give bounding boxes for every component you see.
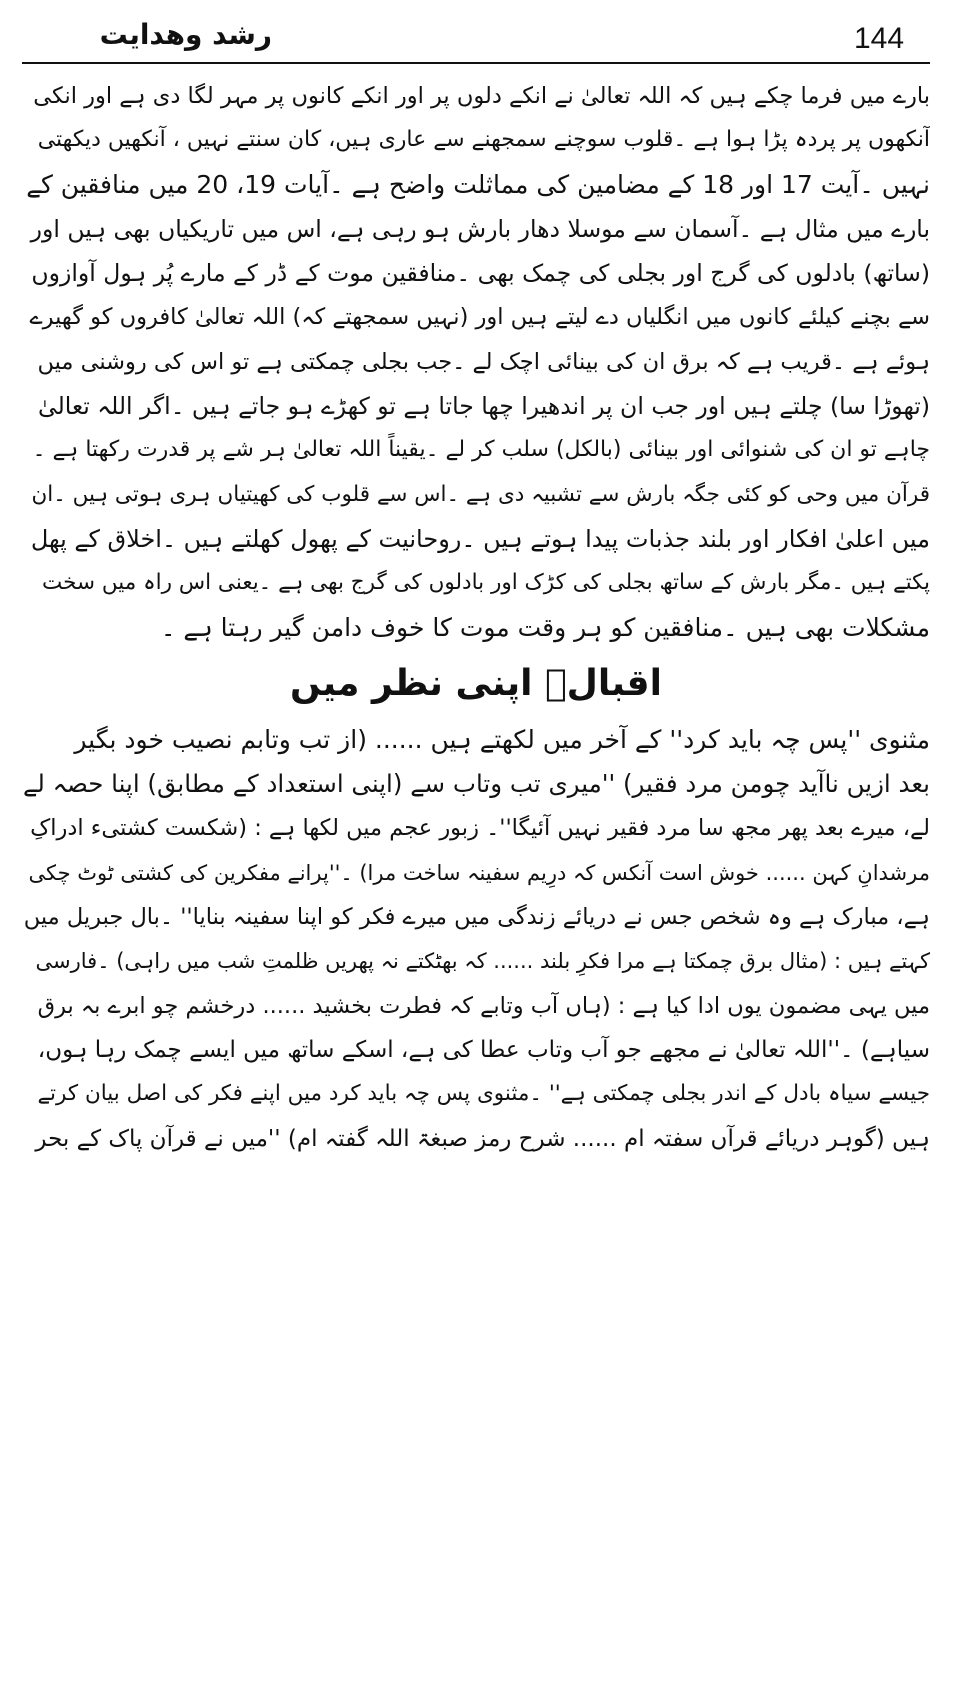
text-line: بارے میں مثال ہے ۔آسمان سے موسلا دھار بارش ہو رہی ہے، اس میں تاریکیاں بھی ہیں اور — [30, 214, 930, 243]
text-line: مشکلات بھی ہیں ۔منافقین کو ہر وقت موت کا خوف دامن گیر رہتا ہے ۔ — [160, 612, 930, 642]
section-heading: اقبالؒ اپنی نظر میں — [290, 662, 662, 704]
text-line: آنکھوں پر پردہ پڑا ہوا ہے ۔قلوب سوچنے سمجھنے سے عاری ہیں، کان سنتے نہیں ، آنکھیں دیکھتی — [37, 127, 930, 153]
text-line: سیاہے) ۔''اللہ تعالیٰ نے مجھے جو آب وتاب عطا کی ہے، اسکے ساتھ میں ایسے چمک رہا ہوں، — [37, 1036, 930, 1063]
text-line: سے بچنے کیلئے کانوں میں انگلیاں دے لیتے ہیں اور (نہیں سمجھتے کہ) اللہ تعالیٰ کافروں کو گھیرے — [29, 304, 930, 331]
text-line: لے، میرے بعد پھر مجھ سا مرد فقیر نہیں آئیگا''۔ زبور عجم میں لکھا ہے : (شکست کشتیء ادراکِ — [30, 815, 930, 842]
page-number: 144 — [854, 22, 905, 55]
text-line: (ساتھ) بادلوں کی گرج اور بجلی کی چمک بھی ۔منافقین موت کے ڈر کے مارے پُر ہول آوازوں — [31, 259, 930, 288]
running-title: رشد وھدایت — [99, 18, 272, 51]
section-commentary — [22, 74, 930, 650]
running-title-wrap — [32, 0, 272, 60]
text-line: مثنوی ''پس چہ باید کرد'' کے آخر میں لکھتے ہیں ...... (از تب وتابم نصیب خود بگیر — [74, 724, 930, 754]
text-line: میں یہی مضمون یوں ادا کیا ہے : (ہاں آب وتابے کہ فطرت بخشید ...... درخشم چو ابرے بہ برق — [37, 992, 930, 1019]
text-line: (تھوڑا سا) چلتے ہیں اور جب ان پر اندھیرا چھا جاتا ہے تو کھڑے ہو جاتے ہیں ۔اگر اللہ تعالیٰ — [38, 392, 930, 421]
section-iqbal — [22, 718, 930, 1161]
page-header — [22, 0, 930, 64]
text-line: مرشدانِ کہن ...... خوش است آنکس کہ درِیم سفینہ ساخت مرا) ۔''پرانے مفکرین کی کشتی ٹوٹ چکی — [28, 860, 930, 885]
text-line: جیسے سیاہ بادل کے اندر بجلی چمکتی ہے'' ۔مثنوی پس چہ باید کرد میں اپنے فکر کی اصل بیان کرتے — [37, 1081, 930, 1107]
text-line: میں اعلیٰ افکار اور بلند جذبات پیدا ہوتے ہیں ۔روحانیت کے پھول کھلتے ہیں ۔اخلاق کے پھل — [30, 524, 930, 553]
text-line: ہوئے ہے ۔قریب ہے کہ برق ان کی بینائی اچک لے ۔جب بجلی چمکتی ہے تو اس کی روشنی میں — [37, 348, 930, 375]
text-line: پکتے ہیں ۔مگر بارش کے ساتھ بجلی کی کڑک اور بادلوں کی گرج بھی ہے ۔یعنی اس راہ میں سخت — [42, 570, 930, 596]
text-line: بارے میں فرما چکے ہیں کہ اللہ تعالیٰ نے انکے دلوں پر اور انکے کانوں پر مہر لگا دی ہے اور انکی — [33, 83, 930, 109]
text-line: ہے، مبارک ہے وہ شخص جس نے دریائے زندگی میں میرے فکر کو اپنا سفینہ بنایا'' ۔بال جبریل میں — [23, 904, 930, 931]
text-line: کہتے ہیں : (مثال برق چمکتا ہے مرا فکرِ بلند ...... کہ بھٹکتے نہ پھریں ظلمتِ شب میں راہی) ۔فارسی — [35, 949, 930, 974]
text-line: چاہے تو ان کی شنوائی اور بینائی (بالکل) سلب کر لے ۔یقیناً اللہ تعالیٰ ہر شے پر قدرت رکھتا ہے ۔ — [32, 437, 930, 463]
text-line: نہیں ۔آیت 17 اور 18 کے مضامین کی مماثلت واضح ہے ۔آیات 19، 20 میں منافقین کے — [26, 169, 930, 199]
text-line: ہیں (گوہر دریائے قرآں سفتہ ام ...... شرح رمز صبغۃ اللہ گفتہ ام) ''میں نے قرآن پاک کے بحر — [35, 1125, 930, 1152]
text-line: قرآن میں وحی کو کئی جگہ بارش سے تشبیہ دی ہے ۔اس سے قلوب کی کھیتیاں ہری ہوتی ہیں ۔ان — [31, 481, 930, 507]
text-line: بعد ازیں ناآید چومن مرد فقیر) ''میری تب وتاب سے (اپنی استعداد کے مطابق) اپنا حصہ لے — [23, 769, 930, 799]
